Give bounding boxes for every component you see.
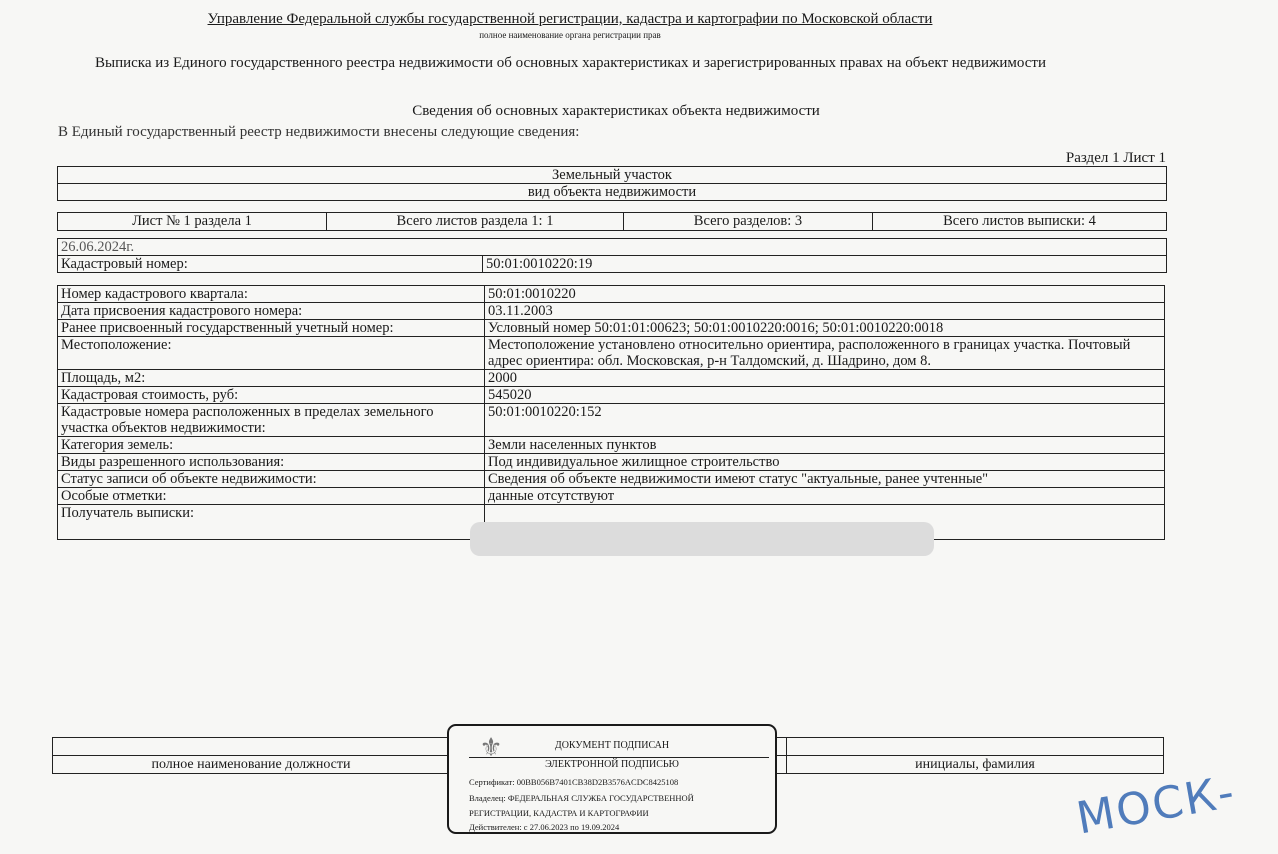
position-caption: полное наименование должности [53,756,450,774]
registry-org-name: Управление Федеральной службы государственной регистрации, кадастра и картографии по Московской области [207,11,933,27]
table-row [58,471,1165,488]
row-value: 50:01:0010220:152 [485,404,1165,437]
row-value: Условный номер 50:01:01:00623; 50:01:0010220:0016; 50:01:0010220:0018 [485,320,1165,337]
sheet-number: Лист № 1 раздела 1 [58,213,327,231]
total-sections: Всего разделов: 3 [624,213,873,231]
table-row [58,303,1165,320]
row-label: Особые отметки: [58,488,485,505]
row-label: Ранее присвоенный государственный учетный номер: [58,320,485,337]
extract-date: 26.06.2024г. [58,239,1167,256]
total-extract-sheets: Всего листов выписки: 4 [873,213,1167,231]
row-label: Площадь, м2: [58,370,485,387]
extract-title: Выписка из Единого государственного реестра недвижимости об основных характеристиках и зарегистрированных правах на объект недвижимости [95,55,1047,71]
row-label: Категория земель: [58,437,485,454]
table-row [58,320,1165,337]
table-row [58,370,1165,387]
eagle-emblem-icon: ⚜ [479,732,503,762]
initials-caption: инициалы, фамилия [787,756,1164,774]
total-section-sheets: Всего листов раздела 1: 1 [327,213,624,231]
redacted-recipient [470,522,934,556]
row-label: Дата присвоения кадастрового номера: [58,303,485,320]
table-row [58,286,1165,303]
stamp-line2: ЭЛЕКТРОННОЙ ПОДПИСЬЮ [545,759,679,770]
row-label: Кадастровые номера расположенных в пределах земельного участка объектов недвижимости: [58,404,485,437]
row-label: Местоположение: [58,337,485,370]
row-label: Виды разрешенного использования: [58,454,485,471]
row-value: 03.11.2003 [485,303,1165,320]
row-value: данные отсутствуют [485,488,1165,505]
electronic-signature-stamp [447,724,777,834]
ink-stamp-fragment: МОСК- [1072,766,1240,845]
stamp-owner-cont: РЕГИСТРАЦИИ, КАДАСТРА И КАРТОГРАФИИ [469,808,649,818]
row-value: 2000 [485,370,1165,387]
table-row [58,404,1165,437]
object-type: Земельный участок [58,167,1167,184]
table-row [58,454,1165,471]
section-sheet-label: Раздел 1 Лист 1 [1065,150,1166,166]
row-label: Статус записи об объекте недвижимости: [58,471,485,488]
table-row [58,337,1165,370]
object-type-caption: вид объекта недвижимости [58,184,1167,201]
row-value: Сведения об объекте недвижимости имеют статус "актуальные, ранее учтенные" [485,471,1165,488]
row-label: Номер кадастрового квартала: [58,286,485,303]
cadastral-number-value: 50:01:0010220:19 [483,256,1167,273]
row-value: Местоположение установлено относительно ориентира, расположенного в границах участка. Почтовый адрес ориентира: обл. Московская, р-н Талдомский, д. Шадрино, дом 8. [485,337,1165,370]
table-row [58,437,1165,454]
date-cadastral-table [57,238,1167,273]
row-value: 545020 [485,387,1165,404]
stamp-owner: Владелец: ФЕДЕРАЛЬНАЯ СЛУЖБА ГОСУДАРСТВЕННОЙ [469,793,694,803]
stamp-validity: Действителен: с 27.06.2023 по 19.09.2024 [469,822,620,832]
row-value: Под индивидуальное жилищное строительство [485,454,1165,471]
cadastral-number-label: Кадастровый номер: [58,256,483,273]
table-row [58,488,1165,505]
object-type-table [57,166,1167,201]
info-title: Сведения об основных характеристиках объекта недвижимости [412,103,820,119]
row-label: Кадастровая стоимость, руб: [58,387,485,404]
stamp-certificate: Сертификат: 00BB056B7401CB38D2B3576ACDC8425108 [469,777,679,787]
table-row [58,387,1165,404]
stamp-line1: ДОКУМЕНТ ПОДПИСАН [554,740,670,751]
row-value: 50:01:0010220 [485,286,1165,303]
row-value: Земли населенных пунктов [485,437,1165,454]
sheets-info-table [57,212,1167,231]
characteristics-table [57,285,1165,540]
intro-text: В Единый государственный реестр недвижимости внесены следующие сведения: [58,124,580,140]
row-label: Получатель выписки: [58,505,485,540]
registry-org-caption: полное наименование органа регистрации прав [479,30,661,40]
